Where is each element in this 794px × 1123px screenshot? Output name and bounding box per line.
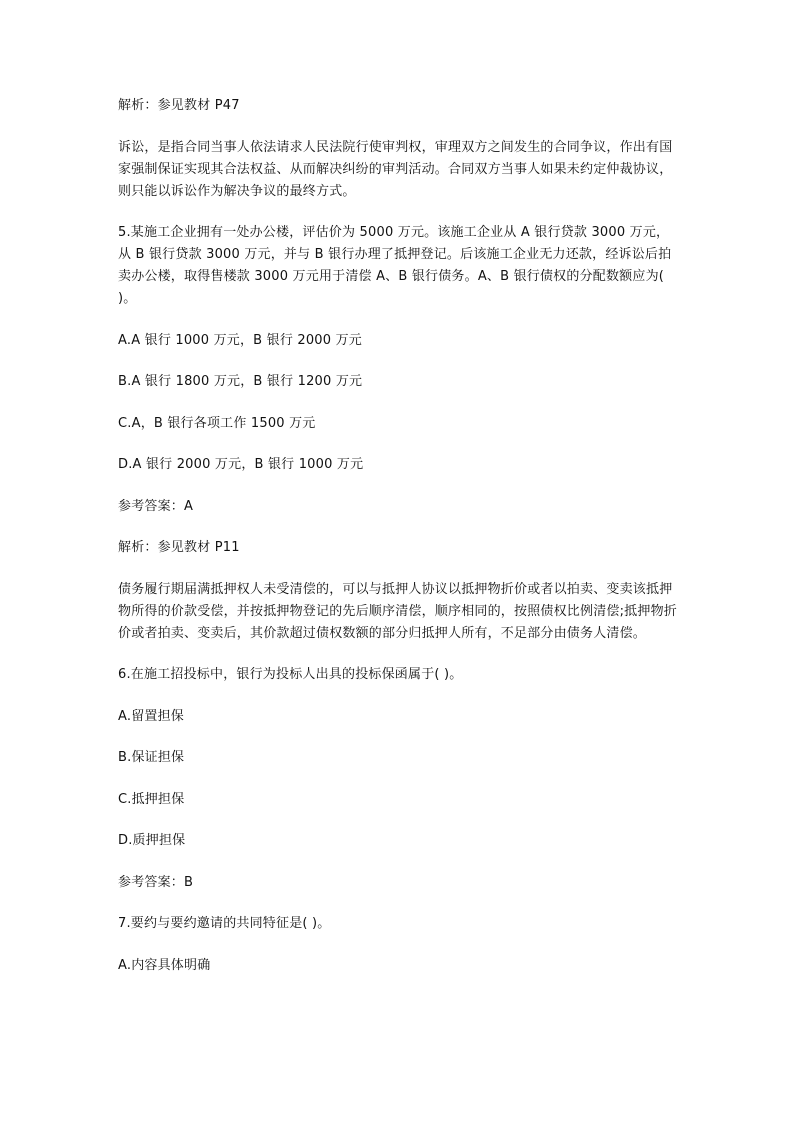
q6-option-a: A.留置担保: [118, 708, 184, 724]
q6-option-d: D.质押担保: [118, 833, 186, 848]
q5-answer: 参考答案：A: [118, 498, 194, 514]
document-body: [118, 95, 678, 996]
analysis-ref-p11: 解析：参见教材 P11: [118, 540, 240, 555]
q5-option-b: B.A 银行 1800 万元，B 银行 1200 万元: [118, 374, 363, 389]
paragraph-mortgage-explanation: 债务履行期届满抵押权人未受清偿的，可以与抵押人协议以抵押物折价或者以拍卖、变卖该抵押物所得的价款受偿，并按抵押物登记的先后顺序清偿，顺序相同的，按照债权比例清偿;抵押物折价或者拍卖、变卖后，其价款超过债权数额的部分归抵押人所有，不足部分由债务人清偿。: [118, 581, 677, 641]
q5-option-a: A.A 银行 1000 万元，B 银行 2000 万元: [118, 332, 362, 348]
q7-option-a: A.内容具体明确: [118, 957, 211, 973]
analysis-ref-p47: 解析：参见教材 P47: [118, 98, 240, 113]
q6-answer: 参考答案：B: [118, 874, 194, 890]
question-5: 5.某施工企业拥有一处办公楼，评估价为 5000 万元。该施工企业从 A 银行贷款 3000 万元，从 B 银行贷款 3000 万元，并与 B 银行办理了抵押登记。后该施工企业无力还款，经诉讼后拍卖办公楼，取得售楼款 3000 万元用于清偿 A、B 银行债务。A、B 银行债权的分配数额应为( )。: [118, 225, 672, 306]
q6-option-c: C.抵押担保: [118, 791, 185, 807]
q5-option-c: C.A，B 银行各项工作 1500 万元: [118, 415, 316, 431]
paragraph-litigation-definition: 诉讼，是指合同当事人依法请求人民法院行使审判权，审理双方之间发生的合同争议，作出有国家强制保证实现其合法权益、从而解决纠纷的审判活动。合同双方当事人如果未约定仲裁协议，则只能以诉讼作为解决争议的最终方式。: [118, 139, 673, 199]
question-7: 7.要约与要约邀请的共同特征是( )。: [118, 916, 331, 931]
q6-option-b: B.保证担保: [118, 750, 185, 765]
q5-option-d: D.A 银行 2000 万元，B 银行 1000 万元: [118, 457, 364, 472]
question-6: 6.在施工招投标中，银行为投标人出具的投标保函属于( )。: [118, 667, 463, 682]
